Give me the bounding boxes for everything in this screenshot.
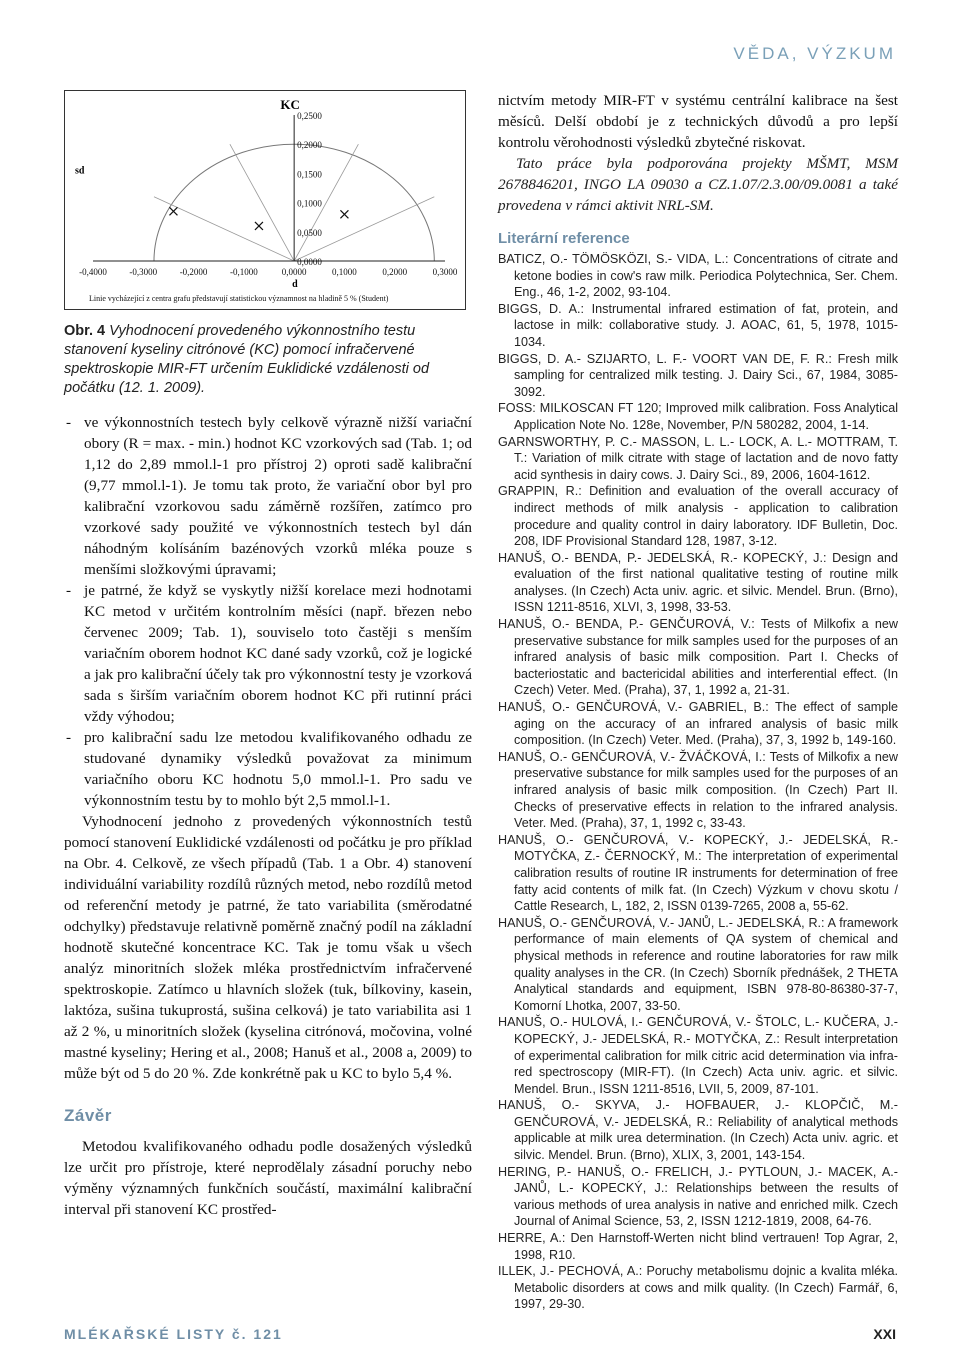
x-tick-label: 0,0000 bbox=[281, 267, 307, 277]
reference-item: GRAPPIN, R.: Definition and evaluation of the overall accuracy of indirect methods of milk analysis - application to calibration procedure and quality control in dairy laboratory. IDF Bulletin, Doc. 208, IDF Provisional Standard 128, 1987, 3-12. bbox=[498, 484, 898, 549]
bullet-list bbox=[64, 412, 472, 811]
figure-chart bbox=[65, 91, 467, 311]
y-tick-label: 0,0000 bbox=[297, 257, 322, 267]
reference-item: GARNSWORTHY, P. C.- MASSON, L. L.- LOCK, A. L.- MOTTRAM, T. T.: Variation of milk citrate with stage of lactation and de novo fatty acid synthesis in dairy cows. J. Dairy Sci., 89, 2006, 1604-1612. bbox=[498, 434, 898, 482]
reference-item: HANUŠ, O.- BENDA, P.- JEDELSKÁ, R.- KOPECKÝ, J.: Design and evaluation of the first national qualitative testing of routine milk analyses. (In Czech) Acta univ. agric. et silvic. Mendel. Brun. (Brno), ISSN 1211-8516, XLVI, 3, 1998, 33-53. bbox=[498, 550, 898, 615]
reference-item: HERRE, A.: Den Harnstoff-Werten nicht blind vertrauen! Top Agrar, 2, 1998, R10. bbox=[498, 1231, 898, 1262]
reference-item: HANUŠ, O.- HULOVÁ, I.- GENČUROVÁ, V.- ŠTOLC, L.- KUČERA, J.- KOPECKÝ, J.- JEDELSKÁ, R.- MOTYČKA, Z.: Result interpretation of experimental calibration for milk citric acid determination via infra-red spectroscopy (MIR-FT). (In Czech) Acta univ. agric. et silvic. Mendel. Brun., ISSN 1211-8516, LVII, 5, 2009, 87-101. bbox=[498, 1015, 898, 1096]
bullet-item: - je patrné, že když se vyskytly nižší korelace mezi hodnotami KC metod v určitém kontrolním měsíci (např. březen nebo červenec 2009; Tab. 1), souviselo toto častěji s menším variačním oborem hodnot KC dané sady vzorků, což je logické a jak pro kalibrační účely tak pro výkonnostní testy je vzorková sada s širším variačním oborem hodnot KC při rutinní práci vždy výhodou; bbox=[64, 580, 472, 727]
y-tick-label: 0,2000 bbox=[297, 140, 322, 151]
acknowledgement: Tato práce byla podporována projekty MŠMT, MSM 2678846201, INGO LA 09030 a CZ.1.07/2.3.00/09.0081 a také provedena v rámci aktivit NRL-SM. bbox=[498, 155, 898, 214]
left-column bbox=[64, 90, 472, 1220]
reference-item: HANUŠ, O.- GENČUROVÁ, V.- GABRIEL, B.: The effect of sample aging on the accuracy of an infrared analysis of basic milk composition. (In Czech) Veter. Med. (Praha), 37, 3, 1992 b, 149-160. bbox=[498, 700, 898, 748]
x-tick-label: 0,1000 bbox=[332, 267, 357, 277]
conclusion-heading: Závěr bbox=[64, 1106, 112, 1125]
reference-item: HANUŠ, O.- GENČUROVÁ, V.- ŽVÁČKOVÁ, I.: Tests of Milkofix a new preservative substance for milk samples used for the purposes of an infrared analysis of basic milk composition. (In Czech) Part II. Checks of preservative effects in relation to the infrared analysis. Veter. Med. (Praha), 37, 1, 1992 c, 33-43. bbox=[498, 749, 898, 831]
y-tick-label: 0,1500 bbox=[297, 169, 322, 180]
data-point bbox=[340, 210, 348, 218]
reference-item: HANUŠ, O.- GENČUROVÁ, V.- JANŮ, L.- JEDELSKÁ, R.: A framework performance of main elements of QA system of chemical and physical methods in reference and routine laboratories for raw milk quality analyses in the CR. (In Czech) Sborník přednášek, 2 THETA Analytical standards and equipment, ISBN 978-80-86380-37-7, Komorní Lhotka, 2007, 33-50. bbox=[498, 915, 898, 1013]
figure-caption bbox=[64, 322, 472, 398]
bullet-item: - pro kalibrační sadu lze metodou kvalifikovaného odhadu ze studované dynamiky výsledků považovat za minimum variačního oboru KC hodnotu 5,0 mmol.l-1. Pro sadu ve výkonnostním testu by to mohlo být 2,5 mmol.l-1. bbox=[64, 727, 472, 811]
x-tick-label: 0,2000 bbox=[382, 267, 408, 277]
body-paragraph: Vyhodnocení jednoho z provedených výkonnostních testů pomocí stanovení Euklidické vzdálenosti od počátku je pro příklad na Obr. 4. Celkově, ze všech případů (Tab. 1 a Obr. 4) stanovení individuální variability rozdílů různých metod, nebo rozdílů metod od referenční metody je patrné, že tato variabilita (směrodatné odchylky) představuje relativně poměrně značný podíl na základní hodnotě skutečné koncentrace KC. Tak je tomu však u všech analýz minoritních složek mléka prostřednictvím infračervené spektroskopie. Zatímco u hlavních složek (tuk, bílkoviny, kasein, laktóza, sušina tukuprostá, sušina celková) je tato variabilita asi 1 až 2 %, u minoritních složek (kyselina citrónová, močovina, volné mastné kyseliny; Hering et al., 2008; Hanuš et al., 2008 a, 2009) to může být od 5 do 20 %. Zde konkrétně pak u KC to bylo 5,4 %. bbox=[64, 813, 472, 1082]
caption-text: Vyhodnocení provedeného výkonnostního testu stanovení kyseliny citrónové (KC) pomocí infračervené spektroskopie MIR-FT určením Euklidické vzdálenosti od počátku (12. 1. 2009). bbox=[64, 323, 430, 396]
reference-item: FOSS: MILKOSCAN FT 120; Improved milk calibration. Foss Analytical Application Note No. 128e, November, P/N 580282, 2004, 1-14. bbox=[498, 401, 898, 432]
reference-item: BIGGS, D. A.: Instrumental infrared estimation of fat, protein, and lactose in milk: collaborative study. J. AOAC, 61, 5, 1978, 1015-1034. bbox=[498, 301, 898, 349]
reference-item: HANUŠ, O.- SKYVA, J.- HOFBAUER, J.- KLOPČIČ, M.- GENČUROVÁ, V.- JEDELSKÁ, R.: Reliability of analytical methods applicable at milk urea determination. (In Czech) Acta univ. agric. et silvic. Mendel. Brun. (Brno), XLIX, 3, 2001, 143-154. bbox=[498, 1098, 898, 1163]
chart-title: KC bbox=[280, 97, 300, 112]
right-column bbox=[498, 90, 898, 1313]
conclusion-paragraph: Metodou kvalifikovaného odhadu podle dosažených výsledků lze určit pro přístroje, které neprodělaly zásadní poruchy nebo výměny významných funkčních součástí, maximální kalibrační interval při stanovení KC prostřed- bbox=[64, 1138, 472, 1218]
reference-item: HANUŠ, O.- GENČUROVÁ, V.- KOPECKÝ, J.- JEDELSKÁ, R.- MOTYČKA, Z.- ČERNOCKÝ, M.: The interpretation of experimental calibration results of routine IR instruments for determination of free fatty acid contents of milk fat. (In Czech) Výzkum v chovu skotu / Cattle Research, L, 182, 2, ISSN 0139-7265, 2008 a, 55-62. bbox=[498, 832, 898, 914]
x-tick-label: -0,2000 bbox=[179, 267, 208, 277]
radial-line bbox=[154, 197, 294, 261]
bullet-item: - ve výkonnostních testech byly celkově výrazně nižší variační obory (R = max. - min.) hodnot KC vzorkových sad (Tab. 1; od 1,12 do 2,89 mmol.l-1 pro přístroj 2) oproti sadě kalibrační (9,77 mmol.l-1). Je tomu tak proto, že variační obor byl pro kalibrační vzorkovou sadu záměrně rozšířen, zatímco pro vzorkové sady použité ve výkonnostních testech byl dán náhodným kolísáním bazénových vzorků mléka pouze s menšími složkovými úpravami; bbox=[64, 412, 472, 580]
running-head: VĚDA, VÝZKUM bbox=[733, 44, 896, 63]
figure-4 bbox=[64, 90, 466, 310]
x-axis-label: d bbox=[292, 279, 298, 290]
chart-note: Linie vycházející z centra grafu představují statistickou významnost na hladině 5 % (Student) bbox=[89, 294, 389, 303]
x-tick-label: 0,3000 bbox=[432, 267, 458, 277]
body-paragraph-continued: nictvím metody MIR-FT v systému centrální kalibrace na šest měsíců. Delší období je z technických důvodů a pro lepší kontrolu věrohodnosti výsledků zbytečné riskovat. bbox=[498, 92, 898, 151]
references-list bbox=[498, 251, 898, 1313]
y-axis-label: sd bbox=[75, 165, 85, 177]
radial-line bbox=[230, 144, 294, 261]
y-tick-label: 0,0500 bbox=[297, 227, 322, 238]
reference-item: HANUŠ, O.- BENDA, P.- GENČUROVÁ, V.: Tests of Milkofix a new preservative substance for milk samples used for the purposes of an infrared analysis of basic milk composition. Part I. Checks of bacteriostatic and bactericidal abilities and interferential effect. (In Czech) Veter. Med. (Praha), 37, 1, 1992 a, 21-31. bbox=[498, 617, 898, 698]
reference-item: ILLEK, J.- PECHOVÁ, A.: Poruchy metabolismu dojnic a kvalita mléka. Metabolic disorders at cows and milk quality. (In Czech) Farmář, 6, 1997, 29-30. bbox=[498, 1264, 898, 1312]
reference-item: BATICZ, O.- TÖMÖSKÖZI, S.- VIDA, L.: Concentrations of citrate and ketone bodies in cow's raw milk. Periodica Polytechnica, Ser. Chem. Eng., 46, 1-2, 2002, 93-104. bbox=[498, 252, 898, 300]
y-tick-label: 0,1000 bbox=[297, 198, 322, 209]
x-tick-label: -0,4000 bbox=[79, 267, 107, 277]
data-point bbox=[255, 222, 263, 230]
journal-footer: MLÉKAŘSKÉ LISTY č. 121 bbox=[64, 1326, 283, 1342]
reference-item: BIGGS, D. A.- SZIJARTO, L. F.- VOORT VAN DE, F. R.: Fresh milk sampling for centralized milk testing. J. Dairy Sci., 67, 1984, 3085-3092. bbox=[498, 351, 898, 399]
reference-item: HERING, P.- HANUŠ, O.- FRELICH, J.- PYTLOUN, J.- MACEK, A.- JANŮ, L.- KOPECKÝ, J.: Relationships between the results of various methods of urea analysis in native and enriched milk. Czech Journal of Animal Science, 53, 2, ISSN 1212-1819, 2008, 64-76. bbox=[498, 1164, 898, 1229]
page-number: XXI bbox=[873, 1326, 896, 1342]
x-tick-label: -0,1000 bbox=[229, 267, 258, 277]
caption-label: Obr. 4 bbox=[64, 323, 106, 339]
data-point bbox=[169, 207, 177, 215]
y-tick-label: 0,2500 bbox=[297, 111, 322, 121]
references-heading: Literární reference bbox=[498, 230, 630, 247]
x-tick-label: -0,3000 bbox=[129, 267, 158, 277]
